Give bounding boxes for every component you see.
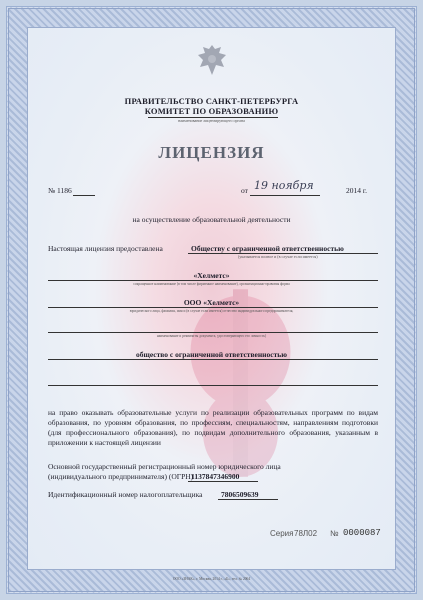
blank-underline <box>48 385 378 386</box>
issuer-line-2: КОМИТЕТ ПО ОБРАЗОВАНИЮ <box>144 106 279 116</box>
printer-imprint: ООО «ЗНАК», г. Москва, 2014 г., «Б», тел. № 2064 <box>172 577 251 581</box>
serial-number: 0000087 <box>343 528 381 538</box>
document-underline <box>48 332 378 333</box>
handwritten-date: 19 ноября <box>254 179 314 192</box>
date-underline <box>250 195 320 196</box>
license-number: № 1186 <box>48 186 72 195</box>
short-name-caption: сокращенное наименование (в том числе фирменное наименование), организационно-правовая форма <box>133 282 290 286</box>
short-name-value: «Хелметс» <box>193 271 230 280</box>
issuer-caption: наименование лицензирующего органа <box>178 118 245 123</box>
date-year: 2014 г. <box>346 186 367 195</box>
license-purpose: на осуществление образовательной деятельности <box>132 215 291 224</box>
legal-form-value: общество с ограниченной ответственностью <box>136 350 287 359</box>
full-name-underline <box>48 307 378 308</box>
grant-caption: (указывается полное и (в случае если имеется) <box>238 254 318 259</box>
rights-text: на право оказывать образовательные услуги по реализации образовательных программ по видам образования, по уровням образования, по профессиям, специальностям, направлениям подготовки (для профессионального образования), по подвидам дополнительного образования, указанным в приложении к настоящей лицензии <box>48 408 378 447</box>
ogrn-label-1: Основной государственный регистрационный номер юридического лица <box>48 462 281 471</box>
ogrn-label-2: (индивидуального предпринимателя) (ОГРН) <box>48 472 194 481</box>
ogrn-underline <box>188 481 258 482</box>
legal-form-underline <box>48 359 378 360</box>
inn-value: 7806509639 <box>221 490 259 499</box>
document-caption: наименование и реквизиты документа, удостоверяющего его личность) <box>156 334 267 338</box>
series-value: 78Л02 <box>294 529 318 538</box>
issuer-line-1: ПРАВИТЕЛЬСТВО САНКТ-ПЕТЕРБУРГА <box>124 96 299 106</box>
date-prefix: от <box>241 186 248 195</box>
series-label: Серия <box>270 529 294 538</box>
inn-underline <box>218 499 278 500</box>
short-name-underline <box>48 280 378 281</box>
number-underline <box>73 195 95 196</box>
ogrn-value: 1137847346900 <box>191 472 240 481</box>
document-title: ЛИЦЕНЗИЯ <box>158 143 265 162</box>
full-name-value: ООО «Хелметс» <box>183 298 240 307</box>
coat-of-arms-icon <box>194 41 230 81</box>
inn-label: Идентификационный номер налогоплательщика <box>48 490 203 499</box>
grant-label: Настоящая лицензия предоставлена <box>48 244 163 253</box>
full-name-caption: юридического лица, фамилия, имя и (в случае если имеется) отчество индивидуального предпринимателя, <box>129 309 294 313</box>
serial-number-label: № <box>330 529 339 538</box>
license-body <box>27 27 396 570</box>
grant-value: Обществу с ограниченной ответственностью <box>191 244 344 253</box>
